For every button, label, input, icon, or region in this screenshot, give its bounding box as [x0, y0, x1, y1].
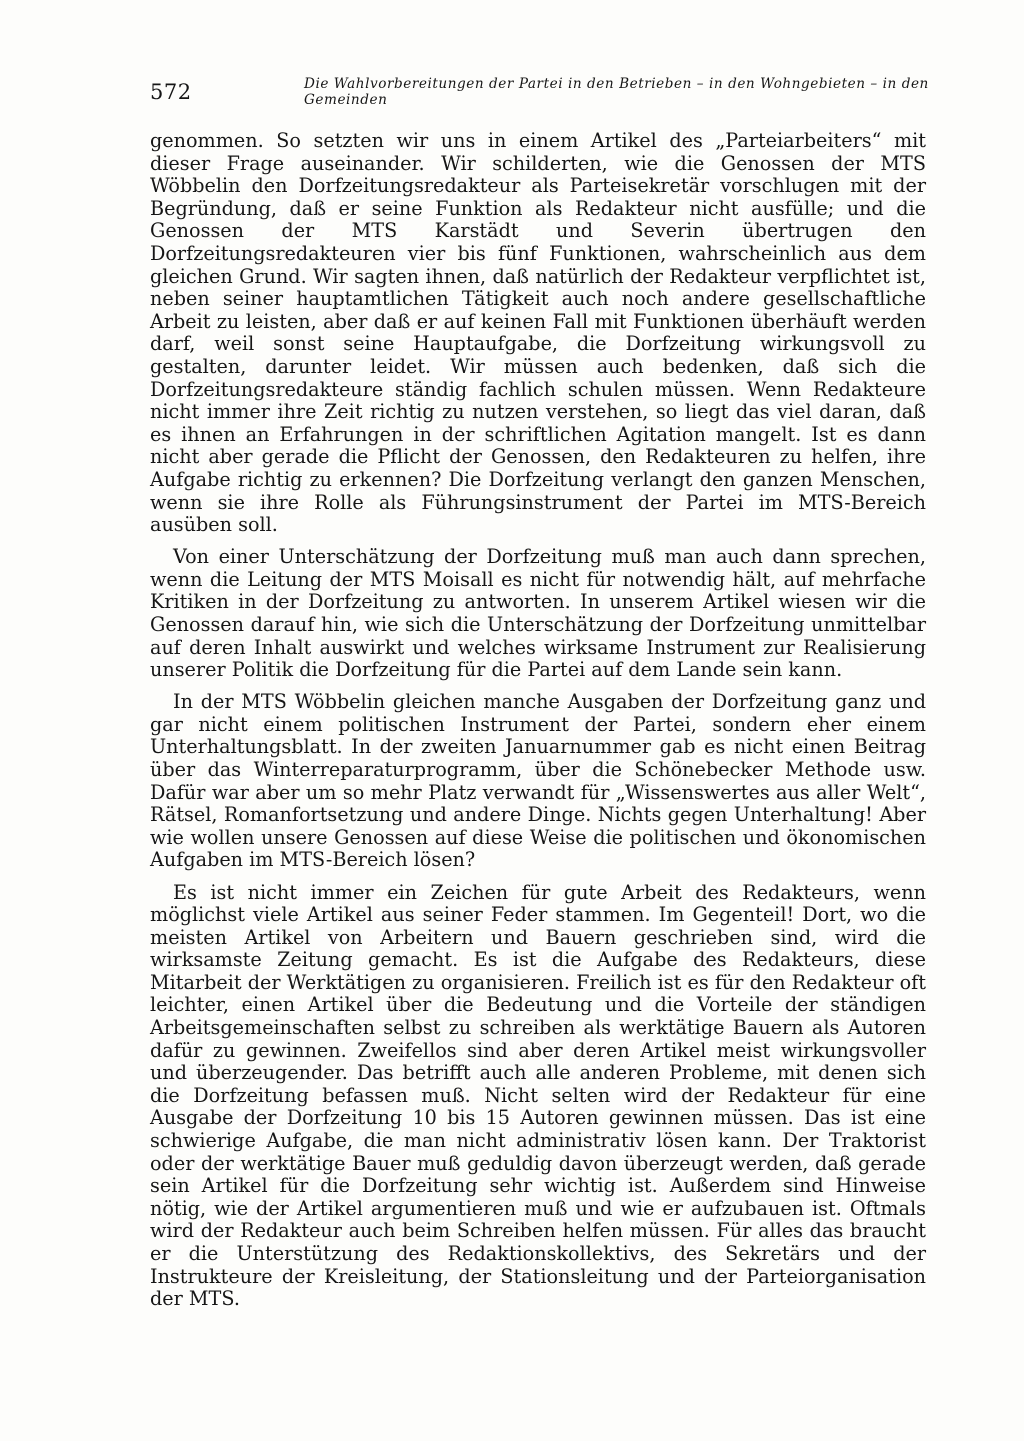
paragraph-1: genommen. So setzten wir uns in einem Artikel des „Parteiarbeiters“ mit dieser Frage auseinander. Wir schilderten, wie die Genossen der MTS Wöbbelin den Dorfzeitungsredakteur als Parteisekretär vorschlugen mit der Begründung, daß er seine Funktion als Redakteur nicht ausfülle; und die Genossen der MTS Karstädt und Severin übertrugen den Dorfzeitungsredakteuren vier bis fünf Funktionen, wahrscheinlich aus dem gleichen Grund. Wir sagten ihnen, daß natürlich der Redakteur verpflichtet ist, neben seiner hauptamtlichen Tätigkeit auch noch andere gesellschaftliche Arbeit zu leisten, aber daß er auf keinen Fall mit Funktionen überhäuft werden darf, weil sonst seine Hauptaufgabe, die Dorfzeitung wirkungsvoll zu gestalten, darunter leidet. Wir müssen auch bedenken, daß sich die Dorfzeitungsredakteure ständig fachlich schulen müssen. Wenn Redakteure nicht immer ihre Zeit richtig zu nutzen verstehen, so liegt das viel daran, daß es ihnen an Erfahrungen in der schriftlichen Agitation mangelt. Ist es dann nicht aber gerade die Pflicht der Genossen, den Redakteuren zu helfen, ihre Aufgabe richtig zu erkennen? Die Dorfzeitung verlangt den ganzen Menschen, wenn sie ihre Rolle als Führungsinstrument der Partei im MTS-Bereich ausüben soll.	[150, 129, 926, 537]
paragraph-3: In der MTS Wöbbelin gleichen manche Ausgaben der Dorfzeitung ganz und gar nicht einem politischen Instrument der Partei, sondern eher einem Unterhaltungsblatt. In der zweiten Januarnummer gab es nicht einen Beitrag über das Winterreparaturprogramm, über die Schönebecker Methode usw. Dafür war aber um so mehr Platz verwandt für „Wissenswertes aus aller Welt“, Rätsel, Romanfortsetzung und andere Dinge. Nichts gegen Unterhaltung! Aber wie wollen unsere Genossen auf diese Weise die politischen und ökonomischen Aufgaben im MTS-Bereich lösen?	[150, 690, 926, 872]
running-title: Die Wahlvorbereitungen der Partei in den Betrieben – in den Wohngebieten – in den Gemeinden	[304, 76, 929, 108]
paragraph-4: Es ist nicht immer ein Zeichen für gute Arbeit des Redakteurs, wenn möglichst viele Artikel aus seiner Feder stammen. Im Gegenteil! Dort, wo die meisten Artikel von Arbeitern und Bauern geschrieben sind, wird die wirksamste Zeitung gemacht. Es ist die Aufgabe des Redakteurs, diese Mitarbeit der Werktätigen zu organisieren. Freilich ist es für den Redakteur oft leichter, einen Artikel über die Bedeutung und die Vorteile der ständigen Arbeitsgemeinschaften selbst zu schreiben als werktätige Bauern als Autoren dafür zu gewinnen. Zweifellos sind aber deren Artikel meist wirkungsvoller und überzeugender. Das betrifft auch alle anderen Probleme, mit denen sich die Dorfzeitung befassen muß. Nicht selten wird der Redakteur für eine Ausgabe der Dorfzeitung 10 bis 15 Autoren gewinnen müssen. Das ist eine schwierige Aufgabe, die man nicht administrativ lösen kann. Der Traktorist oder der werktätige Bauer muß geduldig davon überzeugt werden, daß gerade sein Artikel für die Dorfzeitung sehr wichtig ist. Außerdem sind Hinweise nötig, wie der Artikel argumentieren muß und wie er aufzubauen ist. Oftmals wird der Redakteur auch beim Schreiben helfen müssen. Für alles das braucht er die Unterstützung des Redaktionskollektivs, des Sekretärs und der Instrukteure der Kreisleitung, der Stationsleitung und der Parteiorganisation der MTS.	[150, 880, 926, 1311]
body-text	[150, 130, 926, 1320]
paragraph-2: Von einer Unterschätzung der Dorfzeitung muß man auch dann sprechen, wenn die Leitung der MTS Moisall es nicht für notwendig hält, auf mehrfache Kritiken in der Dorfzeitung zu antworten. In unserem Artikel wiesen wir die Genossen darauf hin, wie sich die Unterschätzung der Dorfzeitung unmittelbar auf deren Inhalt auswirkt und welches wirksame Instrument zur Realisierung unserer Politik die Dorfzeitung für die Partei auf dem Lande sein kann.	[150, 545, 926, 682]
page-number: 572	[150, 80, 192, 104]
page-header	[150, 76, 930, 116]
